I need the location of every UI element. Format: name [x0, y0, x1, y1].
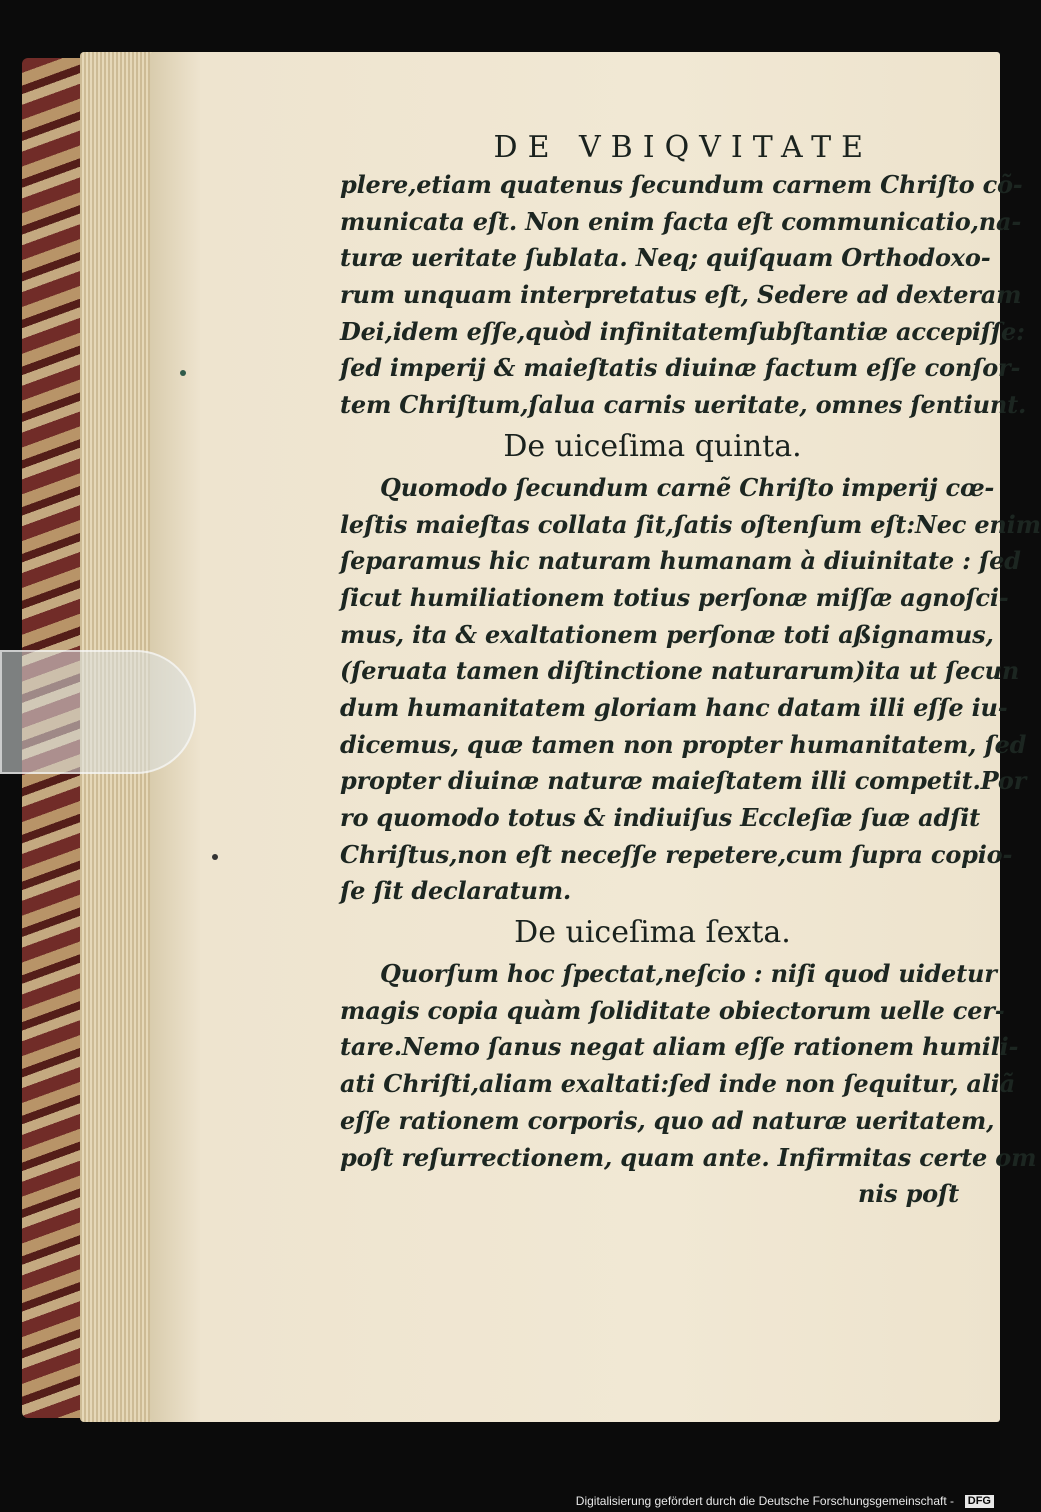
text-line: propter diuinæ naturæ maieſtatem illi competit.Por	[340, 766, 1027, 796]
text-line: municata eſt. Non enim facta eſt communicatio,na-	[340, 206, 1022, 236]
ink-speck	[180, 370, 186, 376]
ink-speck	[212, 854, 218, 860]
paragraph-1	[340, 167, 1027, 424]
text-line: tem Chriſtum,ſalua carnis ueritate, omnes ſentiunt.	[340, 390, 1027, 420]
text-line: Chriſtus,non eſt neceſſe repetere,cum ſupra copio-	[340, 839, 1013, 869]
text-line: eſſe rationem corporis, quo ad naturæ ueritatem,	[340, 1105, 995, 1135]
page-text	[340, 130, 1041, 1213]
text-line: poſt reſurrectionem, quam ante. Infirmitas certe om	[340, 1142, 1037, 1172]
text-line: ro quomodo totus & indiuiſus Eccleſiæ ſuæ adſit	[340, 803, 980, 832]
text-line: leſtis maieſtas collata ſit,ſatis oſtenſum eſt:Nec enim	[340, 509, 1041, 539]
text-line: mus, ita & exaltationem perſonæ toti aßignamus,	[340, 619, 994, 649]
text-line: Quorſum hoc ſpectat,neſcio : niſi quod uidetur	[380, 959, 997, 989]
text-line: dum humanitatem gloriam hanc datam illi eſſe iu-	[340, 692, 1008, 722]
text-line: rum unquam interpretatus eſt, Sedere ad dexteram	[340, 280, 1022, 310]
text-line: magis copia quàm ſoliditate obiectorum uelle cer-	[340, 995, 1005, 1025]
transparent-page-clip	[0, 650, 196, 774]
text-line: ſicut humiliationem totius perſonæ miſſæ agnoſci-	[340, 582, 1009, 612]
dfg-logo: DFG	[965, 1495, 994, 1508]
text-line: tare.Nemo ſanus negat aliam eſſe rationem humili-	[340, 1032, 1019, 1062]
running-head: DE VBIQVITATE	[493, 130, 873, 165]
text-line: (ſeruata tamen diſtinctione naturarum)ita ut ſecun	[340, 656, 1020, 686]
text-line: dicemus, quæ tamen non propter humanitatem, ſed	[340, 729, 1027, 759]
funding-credit: Digitalisierung gefördert durch die Deutsche Forschungsgemeinschaft -	[575, 1494, 954, 1508]
text-line: ſeparamus hic naturam humanam à diuinitate : ſed	[340, 546, 1021, 576]
section-heading: De uiceſima ſexta.	[514, 915, 791, 951]
text-line: ati Chriſti,aliam exaltati:ſed inde non ſequitur, aliã	[340, 1069, 1015, 1099]
text-line: Dei,idem eſſe,quòd infinitatemſubſtantiæ accepiſſe:	[340, 316, 1025, 346]
text-line: ſed imperij & maieſtatis diuinæ factum eſſe conſor-	[340, 353, 1021, 383]
paragraph-3	[340, 956, 1037, 1176]
text-line: plere,etiam quatenus ſecundum carnem Chriſto cõ-	[340, 170, 1023, 199]
footer-bar	[0, 1490, 1000, 1512]
text-line: ſe ſit declaratum.	[340, 876, 572, 906]
paragraph-2	[340, 470, 1041, 910]
text-line: Quomodo ſecundum carnẽ Chriſto imperij cœ-	[380, 472, 995, 502]
text-line: turæ ueritate ſublata. Neq; quiſquam Orthodoxo-	[340, 243, 991, 273]
catchword: nis poſt	[857, 1179, 959, 1209]
section-heading: De uiceſima quinta.	[503, 428, 802, 464]
